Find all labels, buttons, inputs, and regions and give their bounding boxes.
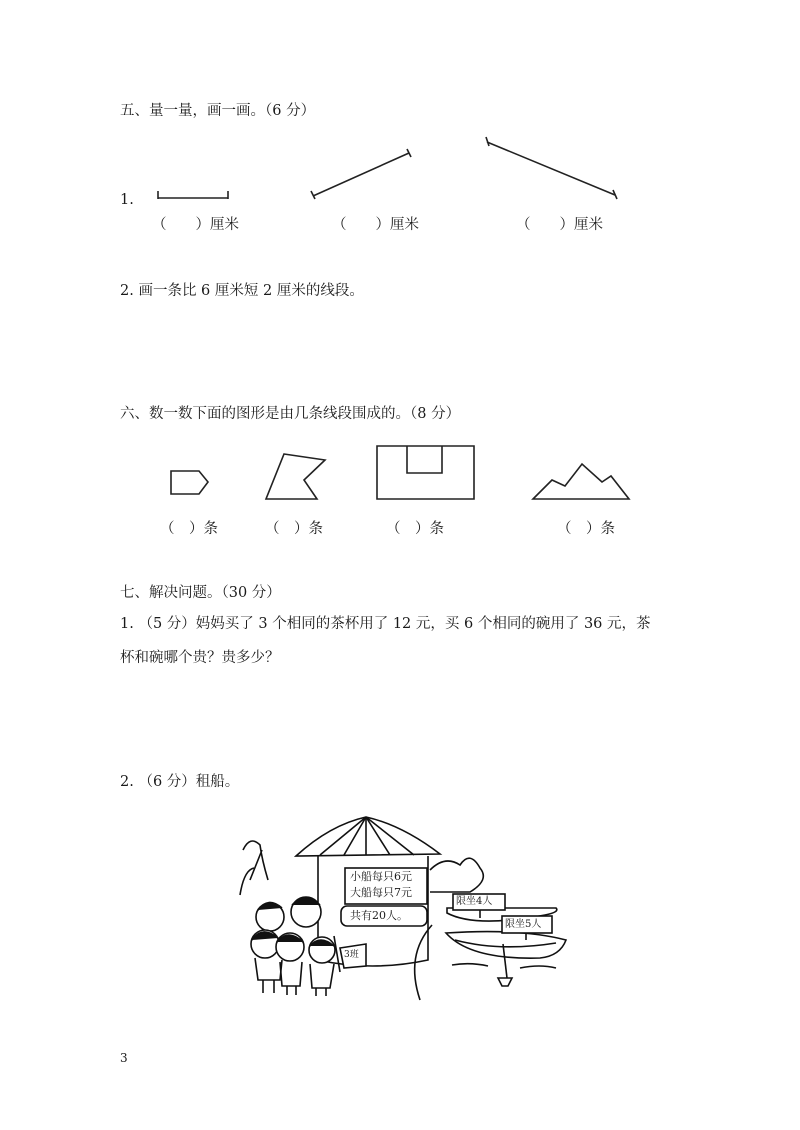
umbrella-canopy <box>296 817 440 856</box>
sign-small-boat-price: 小船每只6元 <box>350 870 412 883</box>
limit-big-boat: 限坐5人 <box>505 919 542 930</box>
segment-1 <box>158 191 228 199</box>
blank-segment-2[interactable]: （ ）厘米 <box>332 217 419 233</box>
mountain-shape <box>533 464 629 499</box>
section6-heading: 六、数一数下面的图形是由几条线段围成的。（8 分） <box>120 406 461 422</box>
limit-small-boat: 限坐4人 <box>456 896 493 907</box>
pentagon-shape <box>171 471 208 494</box>
blank-shape-1[interactable]: （ ）条 <box>160 521 218 537</box>
blank-shape-2[interactable]: （ ）条 <box>265 521 323 537</box>
section7-q1-line2: 杯和碗哪个贵？贵多少？ <box>120 650 280 666</box>
page-number: 3 <box>120 1051 128 1065</box>
section5-heading: 五、量一量，画一画。（6 分） <box>120 103 316 119</box>
section7-q2: 2. （6 分）租船。 <box>120 774 240 790</box>
class-tag: 3班 <box>344 950 359 960</box>
sign-big-boat-price: 大船每只7元 <box>350 886 412 899</box>
section7-q1-line1: 1. （5 分）妈妈买了 3 个相同的茶杯用了 12 元，买 6 个相同的碗用了 36 元，茶 <box>120 616 651 632</box>
q1-number: 1. <box>120 192 134 208</box>
blank-shape-3[interactable]: （ ）条 <box>386 521 444 537</box>
section7-heading: 七、解决问题。（30 分） <box>120 585 281 601</box>
segment-3 <box>486 137 617 199</box>
quadrilateral-shape <box>266 454 325 499</box>
total-people-bubble: 共有20人。 <box>350 909 408 922</box>
blank-segment-1[interactable]: （ ）厘米 <box>152 217 239 233</box>
section5-q2: 2. 画一条比 6 厘米短 2 厘米的线段。 <box>120 283 364 299</box>
u-shape <box>377 446 474 499</box>
blank-shape-4[interactable]: （ ）条 <box>557 521 615 537</box>
segment-2 <box>311 149 411 199</box>
blank-segment-3[interactable]: （ ）厘米 <box>516 217 603 233</box>
